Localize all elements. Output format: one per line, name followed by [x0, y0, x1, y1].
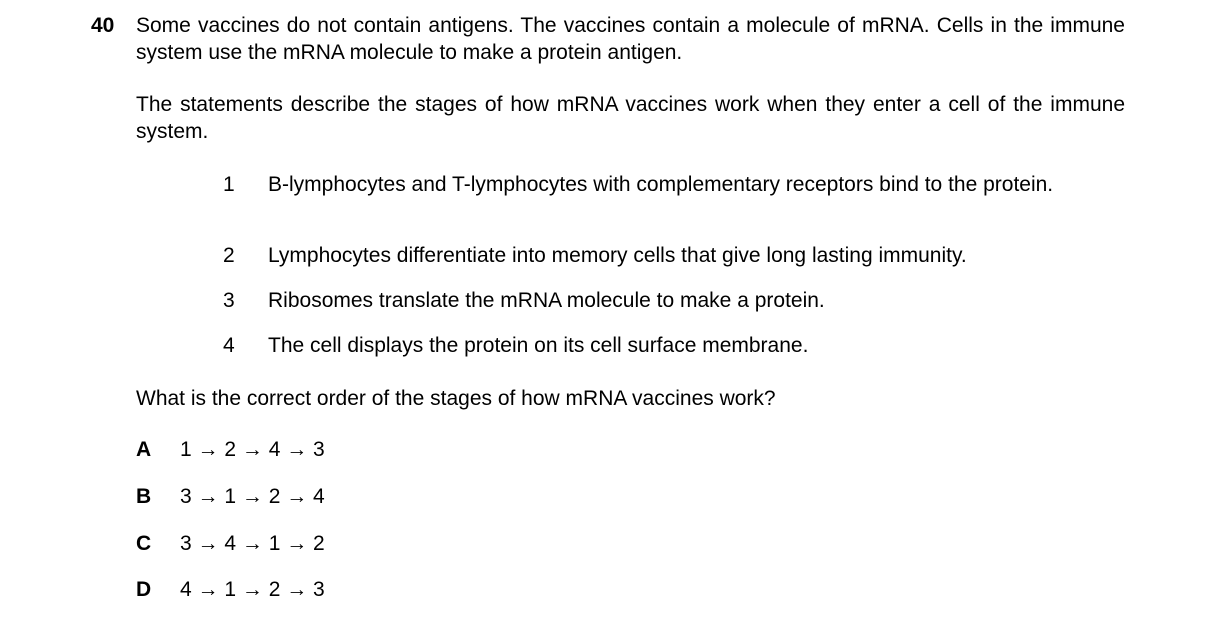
option-text: 4 → 1 → 2 → 3 — [180, 578, 325, 601]
statement-text: Ribosomes translate the mRNA molecule to make a protein. — [268, 289, 825, 312]
statement-number: 1 — [223, 173, 235, 196]
option-text: 3 → 4 → 1 → 2 — [180, 532, 325, 555]
option-label: C — [136, 532, 152, 555]
question-number: 40 — [91, 14, 115, 37]
question-prompt: What is the correct order of the stages of how mRNA vaccines work? — [136, 387, 776, 410]
option-label: B — [136, 485, 152, 508]
statement-text: The cell displays the protein on its cell surface membrane. — [268, 334, 809, 357]
statement-number: 2 — [223, 244, 235, 267]
option-text: 3 → 1 → 2 → 4 — [180, 485, 325, 508]
question-intro: Some vaccines do not contain antigens. The vaccines contain a molecule of mRNA. Cells in the immune system use the mRNA molecule to make a protein antigen. — [136, 14, 1125, 64]
statements-intro: The statements describe the stages of how mRNA vaccines work when they enter a cell of the immune system. — [136, 93, 1125, 143]
statement-number: 3 — [223, 289, 235, 312]
statement-text: Lymphocytes differentiate into memory cells that give long lasting immunity. — [268, 244, 967, 267]
option-label: A — [136, 438, 152, 461]
statement-number: 4 — [223, 334, 235, 357]
option-label: D — [136, 578, 152, 601]
option-text: 1 → 2 → 4 → 3 — [180, 438, 325, 461]
statement-text: B-lymphocytes and T-lymphocytes with complementary receptors bind to the protein. — [268, 173, 1054, 196]
